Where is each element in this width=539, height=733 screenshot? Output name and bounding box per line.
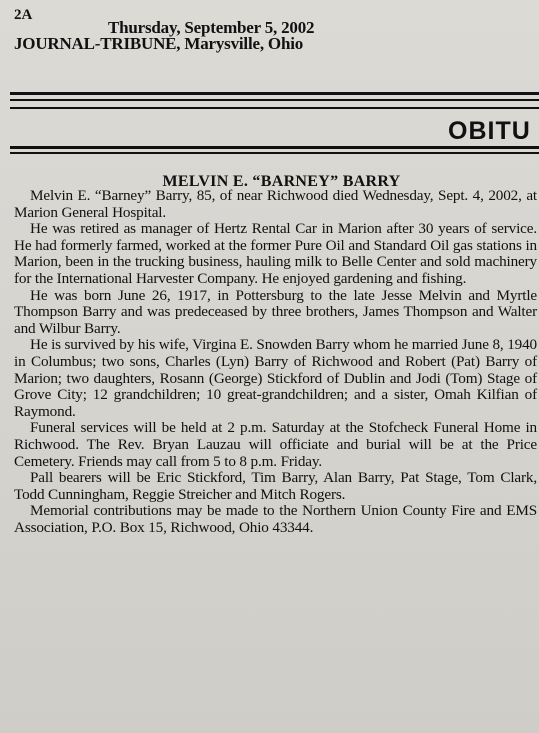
paragraph: Pall bearers will be Eric Stickford, Tim Barry, Alan Barry, Pat Stage, Tom Clark, Todd Cunningham, Reggie Streicher and Mitch Rogers. [14,469,537,503]
divider-rule [10,92,539,95]
section-heading: OBITU [448,117,531,145]
divider-rule [10,99,539,101]
paragraph: He was born June 26, 1917, in Pottersburg to the late Jesse Melvin and Myrtle Thompson Barry and was predeceased by three brothers, James Thompson and Walter and Wilbur Barry. [14,286,537,337]
divider-rule [10,107,539,109]
paragraph: He is survived by his wife, Virgina E. Snowden Barry whom he married June 8, 1940 in Columbus; two sons, Charles (Lyn) Barry of Richwood and Robert (Pat) Barry of Marion; two daughters, Rosann (George) Stickford of Dublin and Jodi (Tom) Stage of Grove City; 12 grandchildren; 10 great-grandchildren; and a sister, Omah Kilfian of Raymond. [14,336,537,420]
date-line: Thursday, September 5, 2002 [108,18,315,37]
paragraph: Memorial contributions may be made to the Northern Union County Fire and EMS Association, P.O. Box 15, Richwood, Ohio 43344. [14,502,537,536]
paragraph: Funeral services will be held at 2 p.m. Saturday at the Stofcheck Funeral Home in Richwood. The Rev. Bryan Lauzau will officiate and burial will be at the Price Cemetery. Friends may call from 5 to 8 p.m. Friday. [14,419,537,470]
divider-rule [10,146,539,149]
page-number: 2A [14,7,33,23]
paragraph: Melvin E. “Barney” Barry, 85, of near Richwood died Wednesday, Sept. 4, 2002, at Marion General Hospital. [14,187,537,221]
divider-rule [10,152,539,154]
obituary-body [14,188,537,536]
paper-name-line: JOURNAL-TRIBUNE, Marysville, Ohio [14,34,304,53]
paragraph: He was retired as manager of Hertz Rental Car in Marion after 30 years of service. He had formerly farmed, worked at the former Pure Oil and Standard Oil gas stations in Marion, been in the trucking business, hauling milk to Belle Center and sold machinery for the International Harvester Company. He enjoyed gardening and fishing. [14,220,537,287]
obituary-headline: MELVIN E. “BARNEY” BARRY [162,173,401,190]
